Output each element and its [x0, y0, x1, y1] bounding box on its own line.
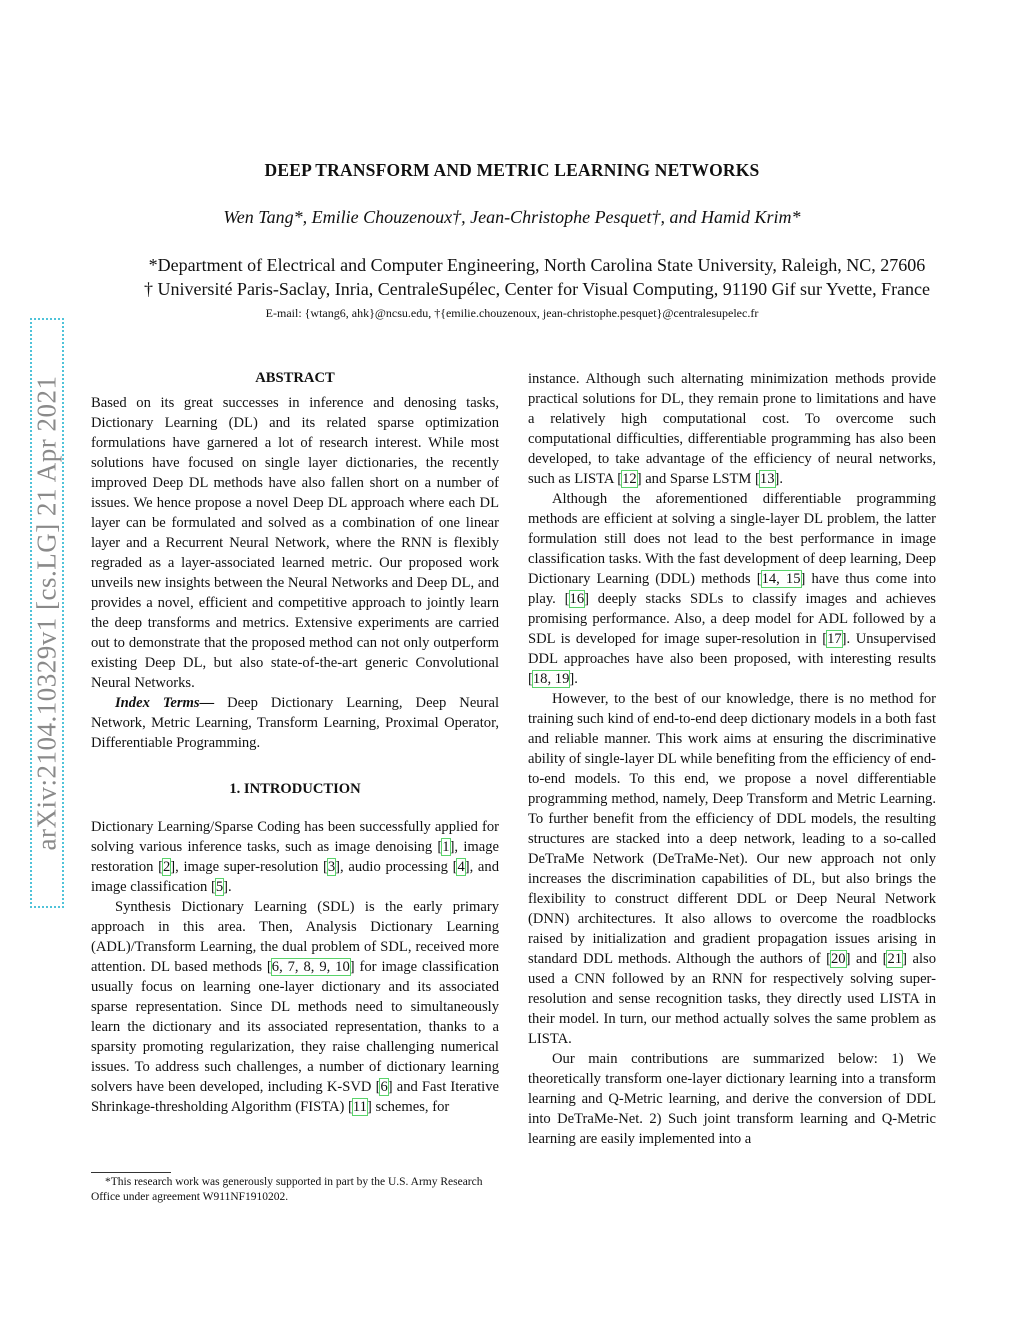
right-p1-text-c: ].	[774, 471, 784, 487]
citation-link[interactable]: 6, 7, 8, 9, 10	[271, 959, 350, 975]
email-line: E-mail: {wtang6, ahk}@ncsu.edu, †{emilie.chouzenoux, jean-christophe.pesquet}@centralesupelec.fr	[265, 306, 759, 320]
intro-paragraph-1	[91, 817, 499, 897]
footnote	[91, 1175, 499, 1205]
index-terms	[91, 693, 499, 753]
right-p2-text-a: Although the aforementioned differentiable programming methods are efficient at solving a single-layer DL problem, the latter formulation still does not lead to the best performance in image classification tasks. With the fast development of deep learning, Deep Dictionary Learning (DDL) methods [	[528, 491, 936, 587]
right-paragraph-3	[528, 689, 936, 1049]
intro-p2-text-d: ] and Fast Iterative Shrinkage-thresholding Algorithm (FISTA) [	[91, 1079, 499, 1115]
intro-p1-text-b: ], image restoration [	[91, 839, 499, 875]
right-p3-text-c: ] also used a CNN followed by an RNN for respectively solving super-resolution and sense recognition tasks, they directly used LISTA in their model. In turn, our method actually solves the same problem as LISTA.	[528, 951, 936, 1047]
right-paragraph-1	[528, 369, 936, 489]
citation-link[interactable]: 4	[457, 859, 465, 875]
right-p3-text-a: However, to the best of our knowledge, there is no method for training such kind of end-to-end deep dictionary models in a both fast and reliable manner. This work aims at ensuring the discriminative ability of single-layer DL while benefiting from the efficiency of end-to-end models. To this end, we propose a novel differentiable programming method, namely, Deep Transform and Metric Learning. To further benefit from the efficiency of DDL models, the resulting structures are stacked into a deep network, leading to a so-called DeTraMe Network (DeTraMe-Net). Our new approach not only increases the discrimination capabilities of DL, but also brings the flexibility to construct different DDL or Deep Neural Network (DNN) architectures. It also allows to overcome the roadblocks raised by initialization and gradient propagation issues arising in standard DDL methods. Although the authors of [	[528, 691, 936, 967]
citation-link[interactable]: 16	[569, 591, 585, 607]
author-list: Wen Tang*, Emilie Chouzenoux†, Jean-Christophe Pesquet†, and Hamid Krim*	[223, 207, 801, 227]
citation-link[interactable]: 17	[827, 631, 842, 647]
left-column	[91, 368, 499, 1117]
citation-link[interactable]: 18, 19	[532, 671, 570, 687]
right-p2-text-c: ] deeply stacks SDLs to classify images and achieves promising performance. Also, a deep model for ADL followed by a SDL is developed for image super-resolution in [	[528, 591, 936, 647]
intro-p1-text-a: Dictionary Learning/Sparse Coding has been successfully applied for solving various inference tasks, such as image denoising [	[91, 819, 499, 855]
intro-paragraph-2	[91, 897, 499, 1117]
paper-title: DEEP TRANSFORM AND METRIC LEARNING NETWORKS	[264, 160, 760, 180]
intro-p2-text-e: ] schemes, for	[366, 1099, 450, 1115]
abstract-text: Based on its great successes in inference and denosing tasks, Dictionary Learning (DL) and its related sparse optimization formulations have garnered a lot of research interest. While most solutions have focused on single layer dictionaries, the recently improved Deep DL methods have also fallen short on a number of issues. We hence propose a novel Deep DL approach where each DL layer can be formulated and solved as a combination of one linear layer and a Recurrent Neural Network, where the RNN is flexibly regraded as a layer-associated learned metric. Our proposed work unveils new insights between the Neural Networks and Deep DL, and provides a novel, efficient and competitive approach to jointly learn the deep transforms and metrics. Extensive experiments are carried out to demonstrate that the proposed method can not only outperform existing Deep DL, but also state-of-the-art generic Convolutional Neural Networks.	[91, 395, 499, 691]
intro-p2-text-a: Synthesis Dictionary Learning (SDL) is the early primary approach in this area. Then, Analysis Dictionary Learning (ADL)/Transform Learning, the dual problem of SDL, received more attention. DL based methods [	[91, 899, 499, 975]
intro-p1-text-c: ], image super-resolution [	[170, 859, 328, 875]
right-p1-text-b: ] and Sparse LSTM [	[636, 471, 760, 487]
index-terms-text: Deep Dictionary Learning, Deep Neural Network, Metric Learning, Transform Learning, Proximal Operator, Differentiable Programming.	[91, 695, 499, 751]
citation-link[interactable]: 1	[442, 839, 450, 855]
citation-link[interactable]: 3	[327, 859, 336, 875]
arxiv-stamp	[30, 318, 64, 908]
right-paragraph-4: Our main contributions are summarized below: 1) We theoretically transform one-layer dictionary learning into a transform learning and Q-Metric learning, and derive the conversion of DDL into DeTraMe-Net. 2) Such joint transform learning and Q-Metric learning are easily implemented into a	[528, 1051, 936, 1147]
citation-link[interactable]: 5	[215, 879, 224, 895]
footnote-text: *This research work was generously supported in part by the U.S. Army Research Office under agreement W911NF1910202.	[91, 1176, 483, 1203]
abstract-heading: ABSTRACT	[255, 370, 335, 386]
citation-link[interactable]: 12	[622, 471, 637, 487]
citation-link[interactable]: 13	[759, 471, 775, 487]
intro-p1-text-e: ], and image classification [	[91, 859, 499, 895]
affiliation-2: † Université Paris-Saclay, Inria, CentraleSupélec, Center for Visual Computing, 91190 Gif sur Yvette, France	[143, 279, 931, 299]
index-terms-label: Index Terms—	[115, 695, 215, 711]
intro-p1-text-d: ], audio processing [	[335, 859, 458, 875]
right-p2-text-b: ] have thus come into play. [	[528, 571, 937, 607]
citation-link[interactable]: 11	[352, 1099, 367, 1115]
right-p3-text-b: ] and [	[845, 951, 888, 967]
citation-link[interactable]: 14, 15	[761, 571, 801, 587]
arxiv-stamp-text: arXiv:2104.10329v1 [cs.LG] 21 Apr 2021	[31, 375, 62, 851]
right-column	[528, 369, 936, 1149]
citation-link[interactable]: 20	[830, 951, 846, 967]
citation-link[interactable]: 21	[887, 951, 903, 967]
footnote-rule	[91, 1172, 171, 1173]
intro-p2-text-b: ] for image classification usually focus on learning one-layer dictionary and its associated sparse representation. Since DL methods need to simultaneously learn the dictionary and its associated representation, thanks to a sparsity promoting regularization, they raise challenging numerical issues. To address such challenges, a number of dictionary learning solvers have been developed, including K-SVD [	[91, 959, 499, 1095]
citation-link[interactable]: 2	[162, 859, 171, 875]
right-p2-text-d: ]. Unsupervised DDL approaches have also been proposed, with interesting results [	[528, 631, 936, 687]
right-p2-text-e: ].	[569, 671, 578, 687]
affiliation-1: *Department of Electrical and Computer Engineering, North Carolina State University, Raleigh, NC, 27606	[148, 255, 926, 275]
right-paragraph-2	[528, 489, 936, 689]
citation-link[interactable]: 6	[380, 1079, 388, 1095]
right-p1-text-a: instance. Although such alternating minimization methods provide practical solutions for DL, they remain prone to limitations and have a relatively high computational cost. To overcome such computational difficulties, differentiable programming has also been developed, to take advantage of the efficiency of neural networks, such as LISTA [	[528, 371, 936, 487]
intro-p1-text-f: ].	[223, 879, 232, 895]
intro-heading: 1. INTRODUCTION	[229, 781, 361, 797]
